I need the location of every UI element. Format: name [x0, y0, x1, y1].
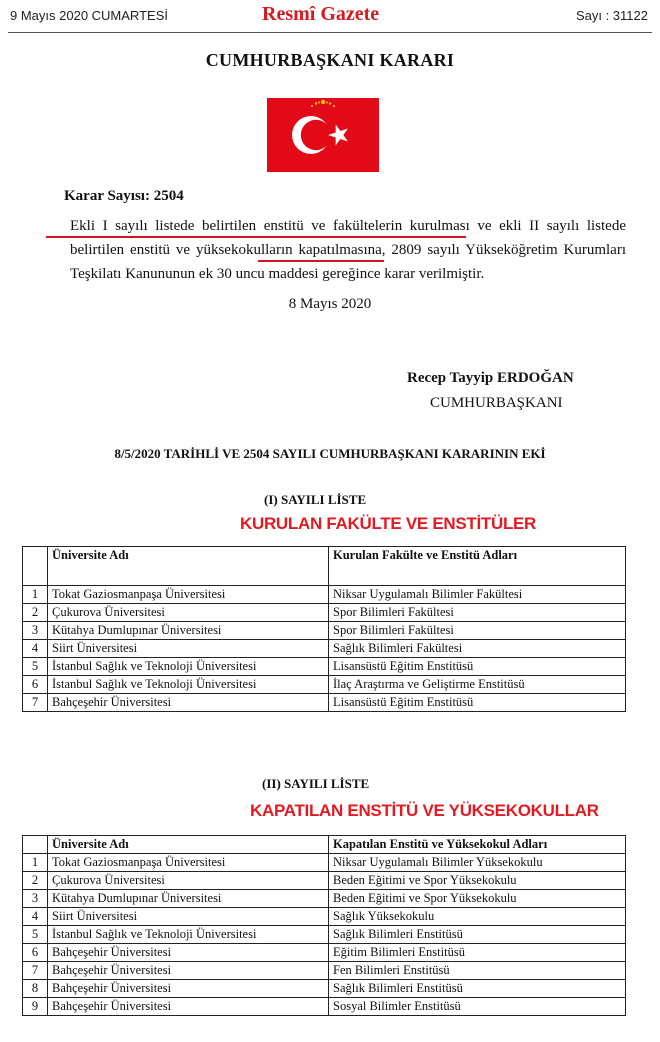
university-name: İstanbul Sağlık ve Teknoloji Üniversitesi	[48, 658, 329, 676]
table-row	[23, 980, 626, 998]
column-header-no	[23, 836, 48, 854]
header-date: 9 Mayıs 2020 CUMARTESİ	[10, 8, 168, 23]
row-number: 2	[23, 872, 48, 890]
table-row	[23, 890, 626, 908]
list2-highlight: KAPATILAN ENSTİTÜ VE YÜKSEKOKULLAR	[250, 801, 599, 820]
university-name: Bahçeşehir Üniversitesi	[48, 962, 329, 980]
table-row	[23, 694, 626, 712]
highlight-underline	[258, 260, 384, 262]
university-name: Kütahya Dumlupınar Üniversitesi	[48, 890, 329, 908]
decision-date: 8 Mayıs 2020	[288, 296, 372, 312]
header-divider	[8, 32, 652, 33]
table-row	[23, 998, 626, 1016]
row-number: 9	[23, 998, 48, 1016]
signatory-name: Recep Tayyip ERDOĞAN	[407, 370, 574, 386]
table-row	[23, 872, 626, 890]
row-number: 4	[23, 908, 48, 926]
university-name: Tokat Gaziosmanpaşa Üniversitesi	[48, 586, 329, 604]
unit-name: Spor Bilimleri Fakültesi	[329, 622, 626, 640]
table-row	[23, 586, 626, 604]
unit-name: İlaç Araştırma ve Geliştirme Enstitüsü	[329, 676, 626, 694]
row-number: 5	[23, 926, 48, 944]
unit-name: Sosyal Bilimler Enstitüsü	[329, 998, 626, 1016]
column-header-unit: Kurulan Fakülte ve Enstitü Adları	[329, 547, 626, 586]
university-name: Kütahya Dumlupınar Üniversitesi	[48, 622, 329, 640]
annex-title: 8/5/2020 TARİHLİ VE 2504 SAYILI CUMHURBAŞKANI KARARININ EKİ	[114, 446, 546, 461]
column-header-no	[23, 547, 48, 586]
university-name: Bahçeşehir Üniversitesi	[48, 980, 329, 998]
table-row	[23, 622, 626, 640]
list1-highlight: KURULAN FAKÜLTE VE ENSTİTÜLER	[240, 514, 537, 533]
unit-name: Sağlık Bilimleri Enstitüsü	[329, 926, 626, 944]
unit-name: Sağlık Yüksekokulu	[329, 908, 626, 926]
row-number: 8	[23, 980, 48, 998]
unit-name: Sağlık Bilimleri Enstitüsü	[329, 980, 626, 998]
table-header-row	[23, 547, 626, 586]
turkish-flag-icon	[267, 98, 379, 172]
university-name: Çukurova Üniversitesi	[48, 604, 329, 622]
university-name: Tokat Gaziosmanpaşa Üniversitesi	[48, 854, 329, 872]
gazette-header	[0, 0, 660, 34]
list2-title: (II) SAYILI LİSTE	[262, 776, 370, 791]
unit-name: Lisansüstü Eğitim Enstitüsü	[329, 694, 626, 712]
university-name: İstanbul Sağlık ve Teknoloji Üniversitesi	[48, 676, 329, 694]
university-name: Siirt Üniversitesi	[48, 640, 329, 658]
issue-number: Sayı : 31122	[575, 8, 648, 23]
decision-paragraph: Ekli I sayılı listede belirtilen enstitü ve fakültelerin kurulması ve ekli II sayılı listede belirtilen enstitü ve yüksekokulların kapatılmasına, 2809 sayılı Yükseköğretim Kurumları Teşkilatı Kanununun ek 30 uncu maddesi gereğince karar verilmiştir.	[70, 218, 626, 282]
column-header-university: Üniversite Adı	[48, 836, 329, 854]
university-name: Bahçeşehir Üniversitesi	[48, 998, 329, 1016]
table-row	[23, 908, 626, 926]
list2-table	[22, 835, 626, 1016]
table-row	[23, 854, 626, 872]
university-name: İstanbul Sağlık ve Teknoloji Üniversitesi	[48, 926, 329, 944]
row-number: 1	[23, 586, 48, 604]
unit-name: Spor Bilimleri Fakültesi	[329, 604, 626, 622]
unit-name: Niksar Uygulamalı Bilimler Fakültesi	[329, 586, 626, 604]
table-row	[23, 676, 626, 694]
document-title: CUMHURBAŞKANI KARARI	[205, 50, 455, 70]
table-header-row	[23, 836, 626, 854]
gazette-name: Resmî Gazete	[262, 3, 380, 25]
unit-name: Niksar Uygulamalı Bilimler Yüksekokulu	[329, 854, 626, 872]
table-row	[23, 926, 626, 944]
column-header-university: Üniversite Adı	[48, 547, 329, 586]
table-row	[23, 962, 626, 980]
university-name: Siirt Üniversitesi	[48, 908, 329, 926]
unit-name: Eğitim Bilimleri Enstitüsü	[329, 944, 626, 962]
unit-name: Sağlık Bilimleri Fakültesi	[329, 640, 626, 658]
unit-name: Lisansüstü Eğitim Enstitüsü	[329, 658, 626, 676]
row-number: 5	[23, 658, 48, 676]
row-number: 7	[23, 694, 48, 712]
unit-name: Fen Bilimleri Enstitüsü	[329, 962, 626, 980]
table-row	[23, 604, 626, 622]
signatory-title: CUMHURBAŞKANI	[430, 395, 563, 411]
flag-crescent-inner	[301, 120, 331, 150]
decision-number: Karar Sayısı: 2504	[64, 188, 184, 204]
row-number: 4	[23, 640, 48, 658]
row-number: 3	[23, 622, 48, 640]
table-row	[23, 658, 626, 676]
unit-name: Beden Eğitimi ve Spor Yüksekokulu	[329, 872, 626, 890]
table-row	[23, 944, 626, 962]
row-number: 7	[23, 962, 48, 980]
row-number: 1	[23, 854, 48, 872]
row-number: 6	[23, 676, 48, 694]
row-number: 2	[23, 604, 48, 622]
row-number: 3	[23, 890, 48, 908]
unit-name: Beden Eğitimi ve Spor Yüksekokulu	[329, 890, 626, 908]
list1-title: (I) SAYILI LİSTE	[264, 492, 367, 507]
list1-table	[22, 546, 626, 712]
row-number: 6	[23, 944, 48, 962]
university-name: Çukurova Üniversitesi	[48, 872, 329, 890]
column-header-unit: Kapatılan Enstitü ve Yüksekokul Adları	[329, 836, 626, 854]
highlight-underline	[46, 236, 466, 238]
university-name: Bahçeşehir Üniversitesi	[48, 944, 329, 962]
table-row	[23, 640, 626, 658]
university-name: Bahçeşehir Üniversitesi	[48, 694, 329, 712]
